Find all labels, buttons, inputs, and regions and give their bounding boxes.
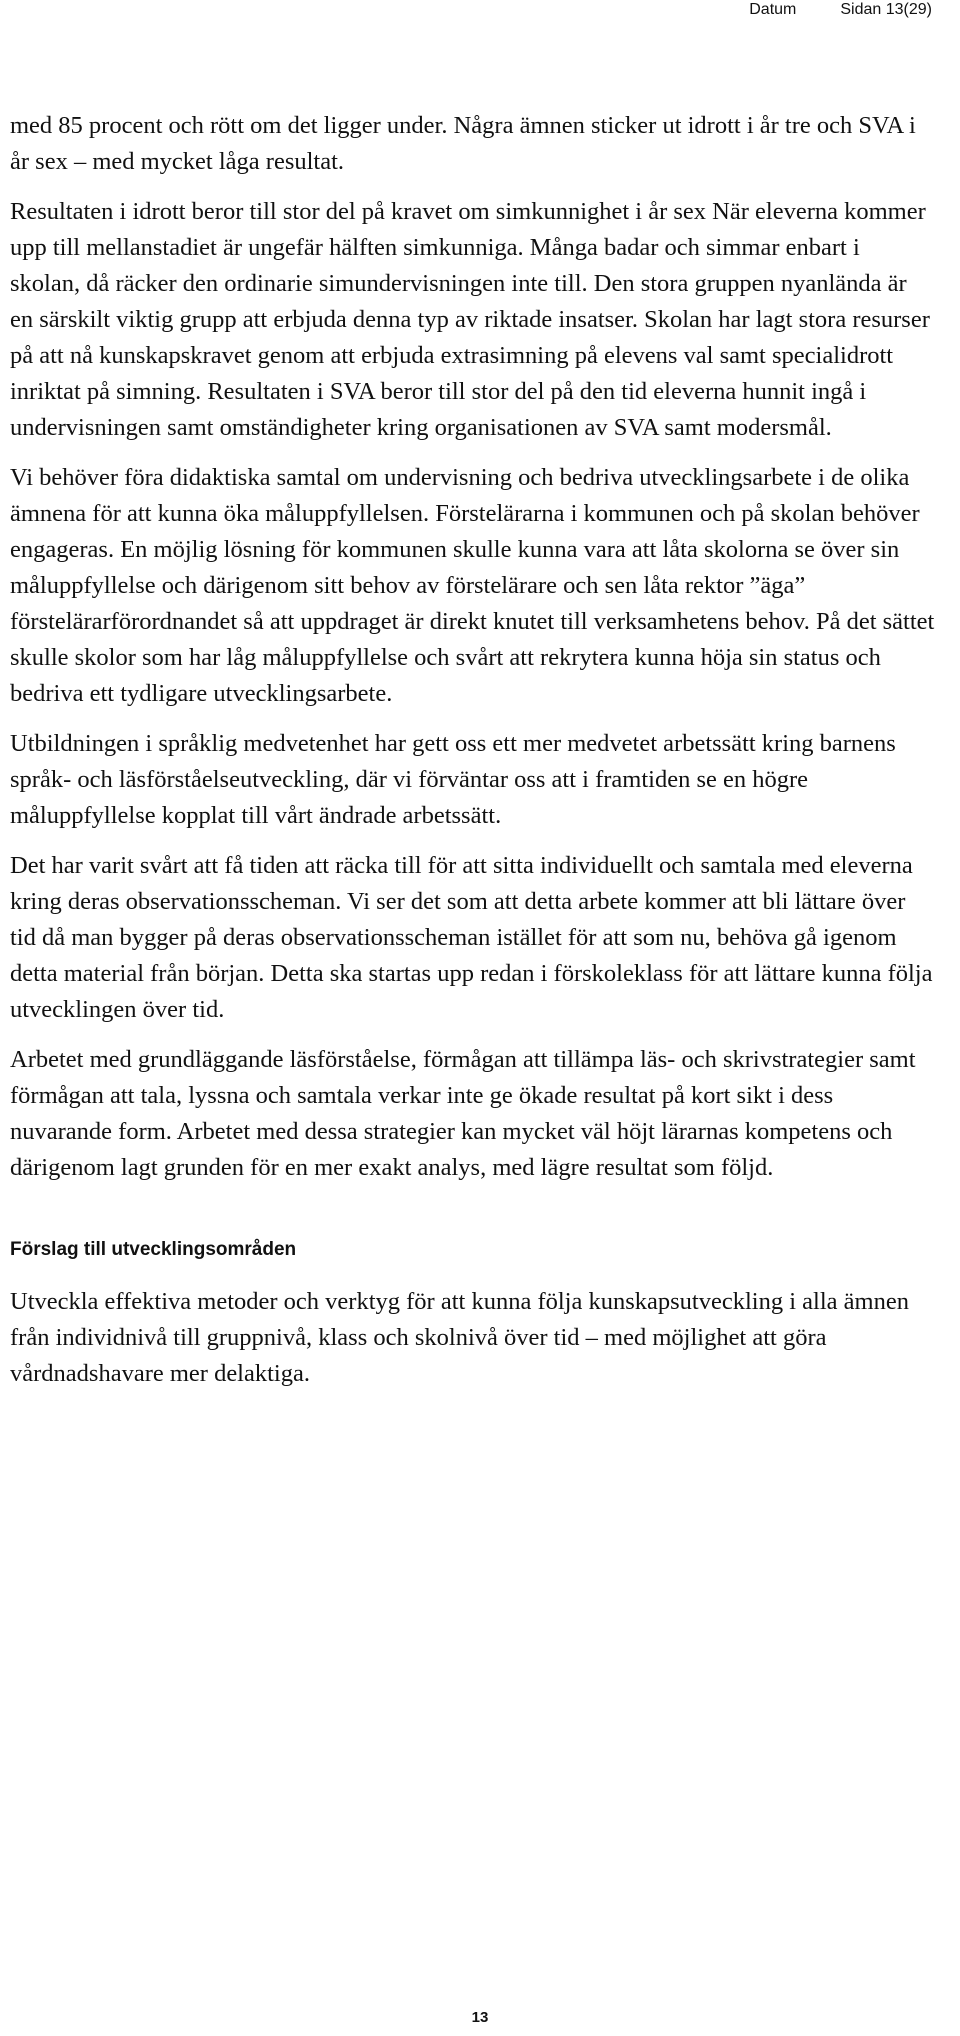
paragraph-development-areas: Utveckla effektiva metoder och verktyg för att kunna följa kunskapsutveckling i alla ämnen från individnivå till gruppnivå, klass och skolnivå över tid – med möjlighet att göra vårdnadshavare mer delaktiga. — [10, 1288, 909, 1387]
paragraph-intro: med 85 procent och rött om det ligger under. Några ämnen sticker ut idrott i år tre och SVA i år sex – med mycket låga resultat. — [10, 112, 916, 175]
header-page-label: Sidan 13(29) — [840, 1, 932, 18]
paragraph-observation: Det har varit svårt att få tiden att räcka till för att sitta individuellt och samtala med eleverna kring deras observationsscheman. Vi ser det som att detta arbete kommer att bli lättare över tid då man bygger på deras observationsscheman istället för att som nu, behöva gå igenom detta material från början. Detta ska startas upp redan i förskoleklass för att lättare kunna följa utvecklingen över tid. — [10, 852, 933, 1023]
paragraph-language-awareness: Utbildningen i språklig medvetenhet har gett oss ett mer medvetet arbetssätt kring barnens språk- och läsförståelseutveckling, där vi förväntar oss att i framtiden se en högre måluppfyllelse kopplat till vårt ändrade arbetssätt. — [10, 730, 896, 829]
section-heading: Förslag till utvecklingsområden — [10, 1239, 297, 1260]
paragraph-reading-comprehension: Arbetet med grundläggande läsförståelse, förmågan att tillämpa läs- och skrivstrategier samt förmågan att tala, lyssna och samtala verkar inte ge ökade resultat på kort sikt i dess nuvarande form. Arbetet med dessa strategier kan mycket väl höjt lärarnas kompetens och därigenom lagt grunden för en mer exakt analys, med lägre resultat som följd. — [10, 1046, 916, 1181]
page-header — [749, 0, 932, 24]
paragraph-didactic: Vi behöver föra didaktiska samtal om undervisning och bedriva utvecklingsarbete i de olika ämnena för att kunna öka måluppfyllelsen. Förstelärarna i kommunen och på skolan behöver engageras. En möjlig lösning för kommunen skulle kunna vara att låta skolorna se över sin måluppfyllelse och därigenom sitt behov av förstelärare och sen låta rektor ”äga” förstelärarförordnandet så att uppdraget är direkt knutet till verksamhetens behov. På det sättet skulle skolor som har låg måluppfyllelse och svårt att rekrytera kunna höja sin status och bedriva ett tydligare utvecklingsarbete. — [10, 464, 935, 707]
document-body — [10, 108, 935, 1406]
header-date-label: Datum — [749, 1, 797, 18]
page-number: 13 — [471, 2009, 489, 2026]
paragraph-results: Resultaten i idrott beror till stor del på kravet om simkunnighet i år sex När eleverna kommer upp till mellanstadiet är ungefär hälften simkunniga. Många badar och simmar enbart i skolan, då räcker den ordinarie simundervisningen inte till. Den stora gruppen nyanlända är en särskilt viktig grupp att erbjuda denna typ av riktade insatser. Skolan har lagt stora resurser på att nå kunskapskravet genom att erbjuda extrasimning på elevens val samt specialidrott inriktat på simning. Resultaten i SVA beror till stor del på den tid eleverna hunnit ingå i undervisningen samt omständigheter kring organisationen av SVA samt modersmål. — [10, 198, 930, 441]
